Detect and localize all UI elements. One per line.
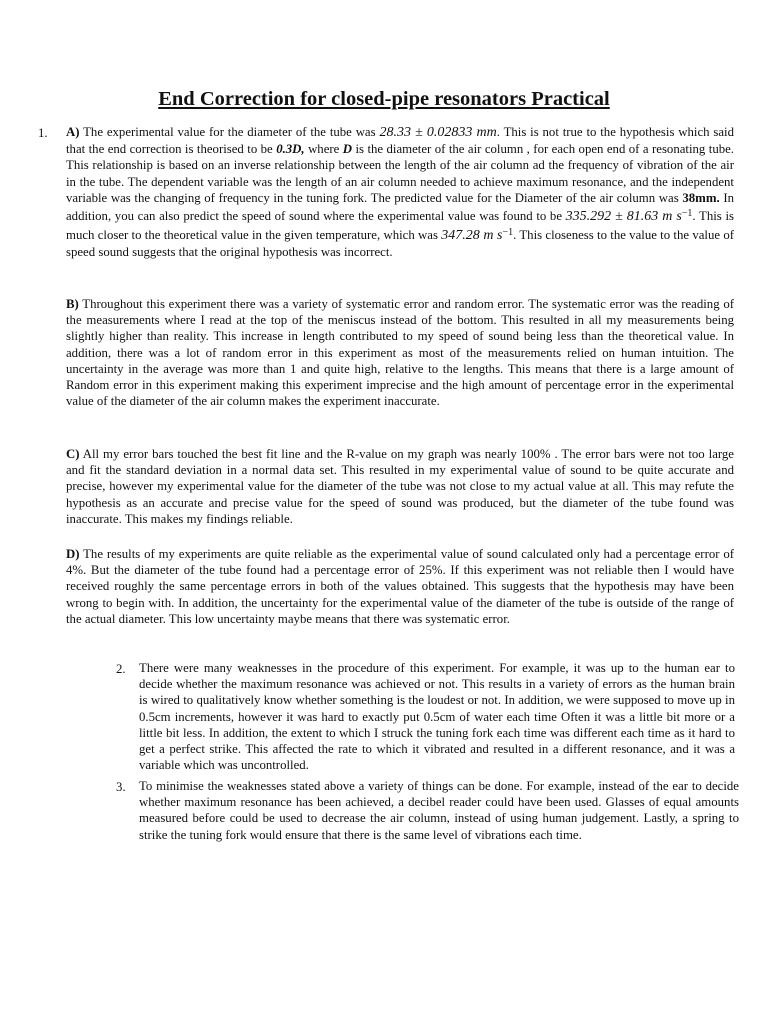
paragraph-d-label: D) [66,547,80,561]
paragraph-a-text-3: where [304,142,343,157]
paragraph-a-text-4: is the diameter of the air column , for each open end of a resonating tube. This relationship is based on an inverse relationship between the length of the air column ad the frequency of vibration of the air in the tube. The dependent variable was the length of an air column needed to achieve maximum resonance, and the independent variable was the changing of frequency in the tuning fork. The predicted value for the Diameter of the air column was [66,142,734,205]
theoretical-speed-exponent: −1 [502,227,514,239]
paragraph-a-label: A) [66,125,80,139]
paragraph-a-text-5: In addition, you can also predict the speed of sound where the experimental value was found to be [66,190,735,224]
end-correction-formula: 0.3D, [276,142,305,157]
list-number-3: 3. [116,780,126,794]
paragraph-a-text-6: . This is much closer to the theoretical value in the given temperature, which was [66,209,734,243]
paragraph-a-text-1: The experimental value for the diameter of the tube was [79,125,380,139]
list-item-3-text: To minimise the weaknesses stated above a variety of things can be done. For example, instead of the ear to decide whether maximum resonance has been achieved, a decibel reader could have been used. Glasses of equal amounts measured before could be used to decrease the air column, instead of using human judgement. Lastly, a spring to strike the tuning fork would ensure that there is the same level of vibrations each time. [139,779,739,842]
theoretical-speed: 347.28 m s [441,228,503,244]
experimental-speed: 335.292 ± 81.63 m s [565,209,682,225]
paragraph-a-text-7: . This closeness to the value to the value of speed sound suggests that the original hypothesis was incorrect. [66,228,735,260]
diameter-value: 28.33 ± 0.02833 mm [379,125,497,140]
paragraph-b [66,296,734,409]
paragraph-b-text: Throughout this experiment there was a variety of systematic error and random error. The systematic error was the reading of the measurements where I read at the top of the meniscus instead of the bottom. This resulted in all my measurements being slightly higher than reality. This increase in length contributed to my speed of sound being less than the theoretical value. In addition, there was a lot of random error in this experiment as most of the measurements relied on human intuition. The uncertainty in the average was more than 1 and quite high, relative to the lengths. This means that there is a large amount of Random error in this experiment making this experiment imprecise and the high amount of percentage error in the experimental value of the diameter of the air column makes the experiment inaccurate. [66,297,734,409]
paragraph-c [66,446,734,527]
paragraph-a-text-2: . This is not true to the hypothesis which said that the end correction is theorised to be [66,125,735,157]
list-item-2-text: There were many weaknesses in the procedure of this experiment. For example, it was up to the human ear to decide whether the maximum resonance was achieved or not. This results in a variety of errors as the human brain is wired to qualitatively know whether something is the loudest or not. In addition, we were supposed to move up in 0.5cm increments, however it was hard to exactly put 0.5cm of water each time Often it was a little bit more or a little bit less. In addition, the extent to which I struck the tuning fork each time was different each time as it hard to get a perfect strike. This affected the rate to which it vibrated and resulted in a different resonance, and it was a variable which was uncontrolled. [139,661,735,773]
experimental-speed-exponent: −1 [681,208,693,220]
paragraph-d [66,546,734,627]
paragraph-c-text: All my error bars touched the best fit line and the R-value on my graph was nearly 100% . The error bars were not too large and fit the standard deviation in a normal data set. This resulted in my experimental value of sound to be quite accurate and precise, however my experimental value for the diameter of the tube was not close to my actual value at all. This may refute the hypothesis as an accurate and precise value for the speed of sound was produced, but the diameter of the tube found was inaccurate. This makes my findings reliable. [66,447,734,526]
paragraph-a [66,124,734,261]
diameter-symbol: D [342,142,353,157]
list-number-2: 2. [116,662,126,676]
paragraph-c-label: C) [66,447,80,461]
page-title: End Correction for closed-pipe resonators Practical [158,88,610,110]
list-number-1: 1. [38,126,48,140]
paragraph-b-label: B) [66,297,79,311]
paragraph-d-text: The results of my experiments are quite reliable as the experimental value of sound calculated only had a percentage error of 4%. But the diameter of the tube found had a percentage error of 25%. If this experiment was not reliable then I would have received roughly the same percentage errors in both of the values obtained. This suggests that the hypothesis may have been wrong to begin with. In addition, the uncertainty for the experimental value of the diameter of the tube is outside of the range of the actual diameter. This low uncertainty maybe means that there was systematic error. [66,547,734,626]
predicted-diameter: 38mm. [682,190,720,205]
